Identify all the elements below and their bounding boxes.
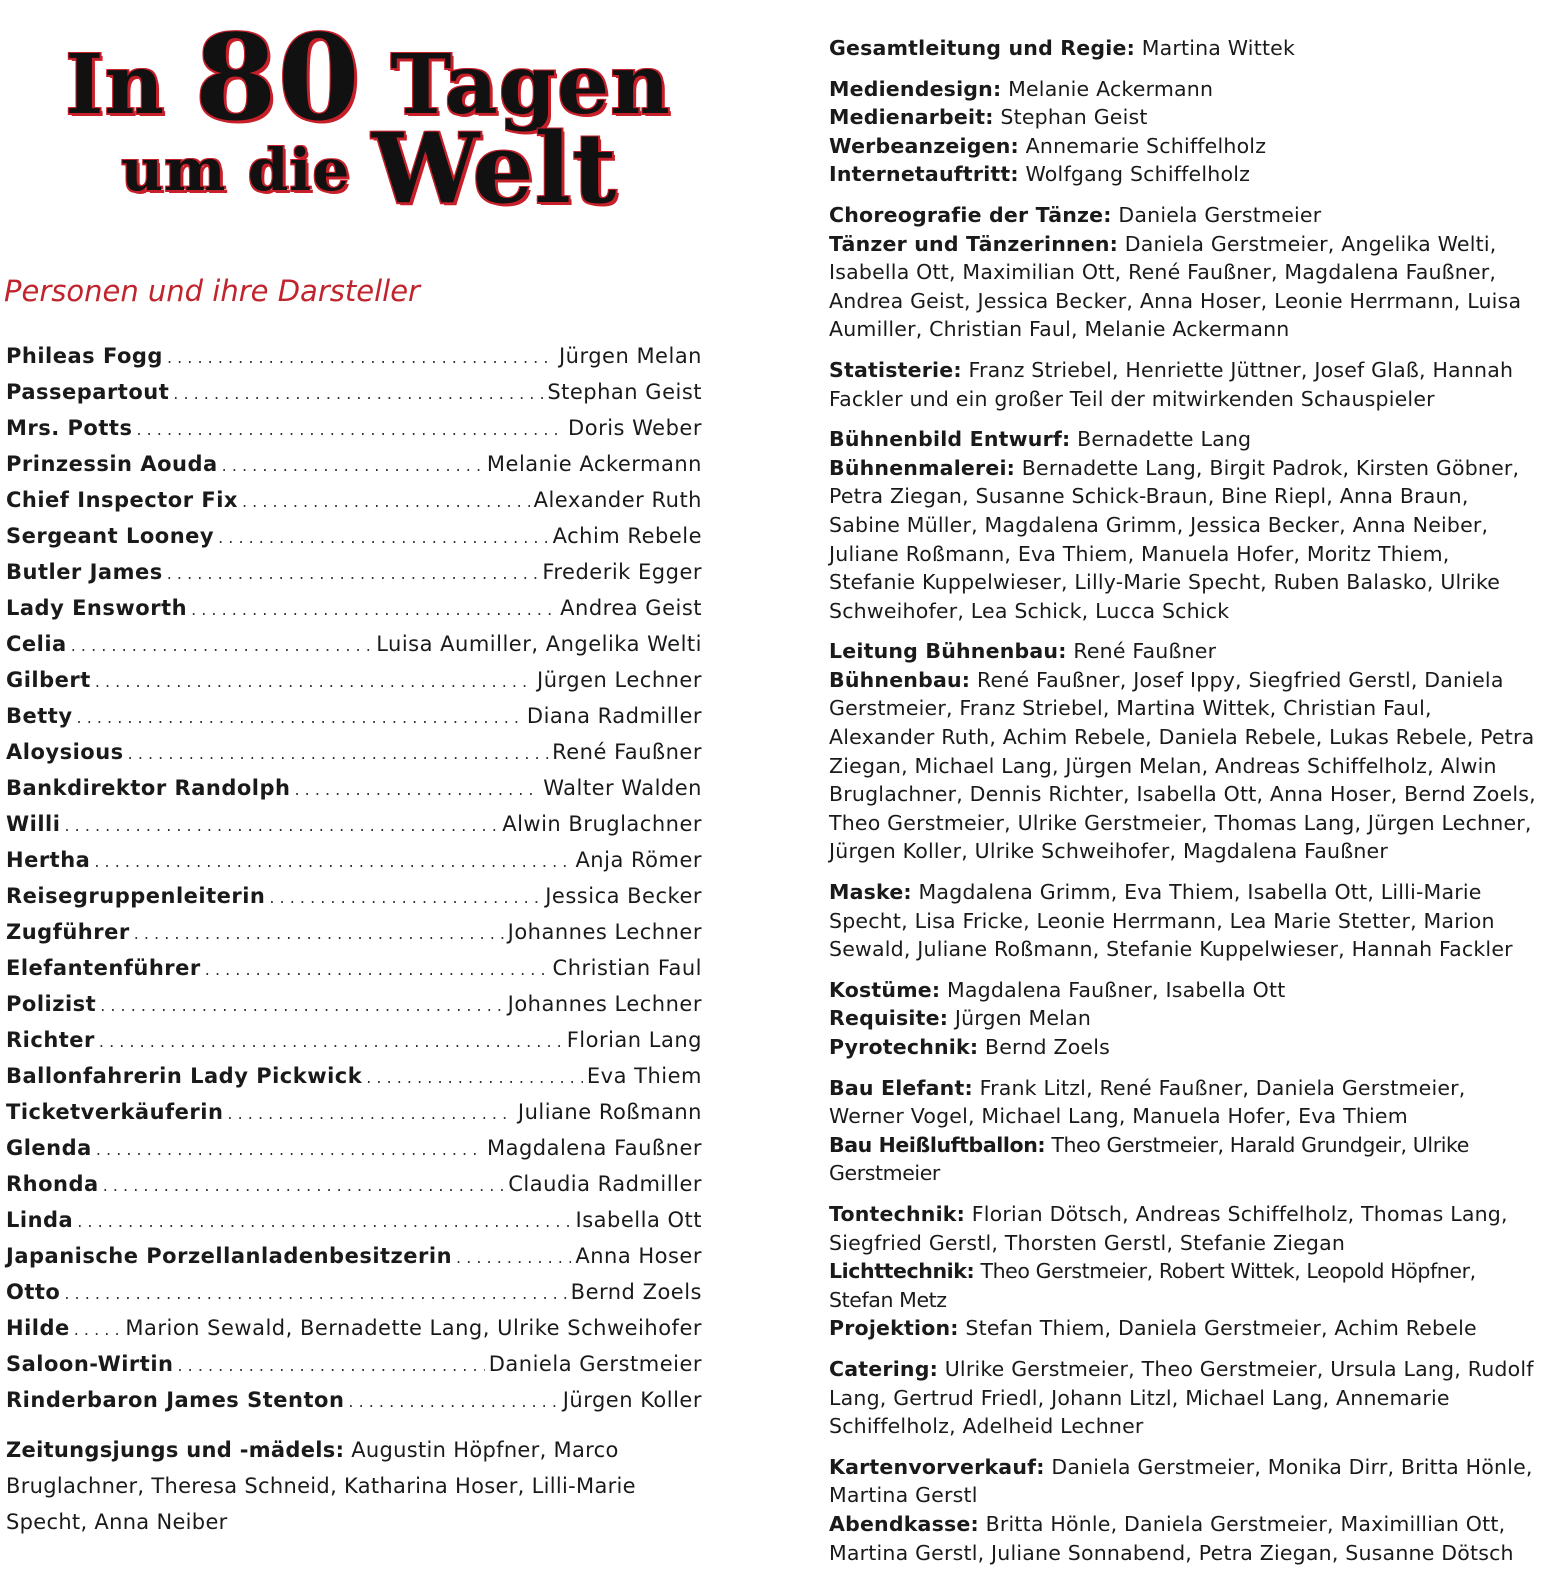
crew-label: Maske:: [829, 880, 912, 905]
cast-row: [6, 1094, 702, 1130]
cast-actor: Magdalena Faußner: [486, 1136, 702, 1160]
cast-role: Phileas Fogg: [6, 344, 163, 368]
cast-list: [6, 338, 702, 1418]
cast-role: Rinderbaron James Stenton: [6, 1388, 345, 1412]
cast-role: Mrs. Potts: [6, 416, 133, 440]
cast-role: Zugführer: [6, 920, 130, 944]
cast-actor: Christian Faul: [552, 956, 702, 980]
crew-label: Projektion:: [829, 1316, 959, 1341]
cast-actor: Isabella Ott: [575, 1208, 702, 1232]
cast-row: [6, 662, 702, 698]
crew-names: Bernadette Lang, Birgit Padrok, Kirsten Göbner, Petra Ziegan, Susanne Schick-Braun, Bine Riepl, Anna Braun, Sabine Müller, Magdalena Grimm, Jessica Becker, Anna Neiber, Juliane Roßmann, Eva Thiem, Manuela Hofer, Moritz Thiem, Stefanie Kuppelwieser, Lilly-Marie Specht, Ruben Balasko, Ulrike Schweihofer, Lea Schick, Lucca Schick: [829, 455, 1520, 623]
crew-group: [829, 878, 1539, 964]
crew-label: Bühnenmalerei:: [829, 455, 1016, 480]
cast-actor: Walter Walden: [543, 776, 702, 800]
crew-entry: [829, 230, 1539, 344]
cast-actor: Melanie Ackermann: [486, 452, 702, 476]
dot-leader: [71, 628, 372, 664]
crew-entry: [829, 666, 1539, 866]
cast-row: [6, 914, 702, 950]
dot-leader: [77, 700, 523, 736]
cast-row: [6, 1202, 702, 1238]
cast-actor: René Faußner: [552, 740, 702, 764]
cast-role: Gilbert: [6, 668, 91, 692]
cast-actor: Jürgen Lechner: [537, 668, 702, 692]
cast-role: Otto: [6, 1280, 61, 1304]
dot-leader: [294, 772, 539, 808]
cast-role: Aloysious: [6, 740, 124, 764]
cast-row: [6, 1310, 702, 1346]
dot-leader: [218, 520, 549, 556]
crew-group: [829, 637, 1539, 866]
crew-label: Werbeanzeigen:: [829, 133, 1019, 158]
extras-paragraph: [6, 1432, 706, 1540]
crew-group: [829, 34, 1539, 63]
crew-entry: [829, 1355, 1539, 1441]
crew-group: [829, 1453, 1539, 1567]
cast-actor: Florian Lang: [566, 1028, 702, 1052]
crew-group: [829, 1200, 1539, 1343]
cast-actor: Jürgen Melan: [558, 344, 702, 368]
crew-group: [829, 1074, 1539, 1188]
crew-entry: [829, 976, 1539, 1005]
title-word-um-die: um die: [121, 136, 351, 204]
cast-row: [6, 626, 702, 662]
cast-role: Prinzessin Aouda: [6, 452, 218, 476]
cast-actor: Johannes Lechner: [507, 920, 702, 944]
crew-label: Lichttechnik:: [829, 1259, 975, 1284]
cast-role: Saloon-Wirtin: [6, 1352, 174, 1376]
cast-row: [6, 1130, 702, 1166]
cast-row: [6, 986, 702, 1022]
crew-entry: [829, 1200, 1539, 1257]
cast-role: Celia: [6, 632, 67, 656]
cast-row: [6, 1238, 702, 1274]
crew-entry: [829, 1074, 1539, 1131]
cast-role: Linda: [6, 1208, 74, 1232]
cast-actor: Andrea Geist: [560, 596, 702, 620]
dot-leader: [95, 664, 533, 700]
crew-entry: [829, 1257, 1539, 1314]
cast-row: [6, 482, 702, 518]
cast-actor: Daniela Gerstmeier: [488, 1352, 702, 1376]
crew-names: Theo Gerstmeier, Robert Wittek, Leopold Höpfner, Stefan Metz: [829, 1259, 1476, 1312]
crew-names: Magdalena Grimm, Eva Thiem, Isabella Ott, Lilli-Marie Specht, Lisa Fricke, Leonie Herrmann, Lea Marie Stetter, Marion Sewald, Juliane Roßmann, Stefanie Kuppelwieser, Hannah Fackler: [829, 880, 1513, 962]
dot-leader: [366, 1060, 583, 1096]
cast-role: Ticketverkäuferin: [6, 1100, 224, 1124]
cast-row: [6, 842, 702, 878]
cast-row: [6, 1022, 702, 1058]
crew-entry: [829, 356, 1539, 413]
cast-role: Chief Inspector Fix: [6, 488, 238, 512]
dot-leader: [64, 1276, 566, 1312]
cast-row: [6, 1058, 702, 1094]
cast-actor: Alwin Bruglachner: [502, 812, 702, 836]
dot-leader: [128, 736, 548, 772]
cast-role: Hilde: [6, 1316, 70, 1340]
crew-names: Daniela Gerstmeier, Angelika Welti, Isabella Ott, Maximilian Ott, René Faußner, Magdalena Faußner, Andrea Geist, Jessica Becker, Anna Hoser, Leonie Herrmann, Luisa Aumiller, Christian Faul, Melanie Ackermann: [829, 231, 1522, 342]
crew-entry: [829, 1131, 1539, 1188]
cast-row: [6, 1346, 702, 1382]
dot-leader: [103, 1168, 505, 1204]
cast-role: Rhonda: [6, 1172, 99, 1196]
cast-row: [6, 554, 702, 590]
crew-names: Frank Litzl, René Faußner, Daniela Gerstmeier, Werner Vogel, Michael Lang, Manuela Hofer, Eva Thiem: [829, 1075, 1466, 1129]
cast-row: [6, 518, 702, 554]
dot-leader: [348, 1384, 558, 1420]
dot-leader: [167, 340, 555, 376]
dot-leader: [64, 808, 498, 844]
cast-actor: Jürgen Koller: [562, 1388, 702, 1412]
crew-names: Ulrike Gerstmeier, Theo Gerstmeier, Ursula Lang, Rudolf Lang, Gertrud Friedl, Johann Litzl, Michael Lang, Annemarie Schiffelholz, Adelheid Lechner: [829, 1356, 1534, 1439]
crew-entry: [829, 132, 1539, 161]
crew-label: Abendkasse:: [829, 1511, 979, 1536]
cast-role: Passepartout: [6, 380, 170, 404]
crew-label: Catering:: [829, 1356, 938, 1381]
crew-group: [829, 201, 1539, 344]
dot-leader: [99, 1024, 563, 1060]
crew-entry: [829, 878, 1539, 964]
dot-leader: [173, 376, 543, 412]
cast-actor: Anna Hoser: [575, 1244, 702, 1268]
cast-row: [6, 1166, 702, 1202]
crew-names: René Faußner, Josef Ippy, Siegfried Gerstl, Daniela Gerstmeier, Franz Striebel, Martina Wittek, Christian Faul, Alexander Ruth, Achim Rebele, Daniela Rebele, Lukas Rebele, Petra Ziegan, Michael Lang, Jürgen Melan, Andreas Schiffelholz, Alwin Bruglachner, Dennis Richter, Isabella Ott, Anna Hoser, Bernd Zoels, Theo Gerstmeier, Ulrike Gerstmeier, Thomas Lang, Jürgen Lechner, Jürgen Koller, Ulrike Schweihofer, Magdalena Faußner: [829, 667, 1536, 864]
cast-role: Lady Ensworth: [6, 596, 188, 620]
extras-label: Zeitungsjungs und -mädels:: [6, 1438, 345, 1462]
cast-actor: Doris Weber: [568, 416, 702, 440]
title-logo: [55, 0, 755, 230]
dot-leader: [134, 916, 504, 952]
crew-names: René Faußner: [1073, 639, 1217, 664]
crew-entry: [829, 1314, 1539, 1343]
crew-label: Kartenvorverkauf:: [829, 1454, 1045, 1479]
crew-entry: [829, 201, 1539, 230]
crew-names: Melanie Ackermann: [1008, 76, 1214, 101]
dot-leader: [96, 1132, 483, 1168]
crew-names: Annemarie Schiffelholz: [1025, 133, 1267, 158]
dot-leader: [100, 988, 503, 1024]
crew-entry: [829, 1033, 1539, 1062]
cast-role: Elefantenführer: [6, 956, 201, 980]
cast-row: [6, 806, 702, 842]
title-line-2: [121, 112, 617, 225]
cast-row: [6, 446, 702, 482]
crew-names: Daniela Gerstmeier, Monika Dirr, Britta Hönle, Martina Gerstl: [829, 1454, 1533, 1508]
crew-label: Bühnenbild Entwurf:: [829, 427, 1071, 452]
cast-actor: Eva Thiem: [586, 1064, 702, 1088]
crew-label: Mediendesign:: [829, 76, 1002, 101]
crew-label: Bau Elefant:: [829, 1075, 973, 1100]
dot-leader: [77, 1204, 571, 1240]
cast-row: [6, 374, 702, 410]
dot-leader: [191, 592, 556, 628]
cast-role: Richter: [6, 1028, 95, 1052]
cast-row: [6, 1382, 702, 1418]
crew-label: Pyrotechnik:: [829, 1035, 979, 1059]
crew-names: Theo Gerstmeier, Harald Grundgeir, Ulrike Gerstmeier: [829, 1132, 1469, 1186]
cast-role: Reisegruppenleiterin: [6, 884, 266, 908]
crew-names: Jürgen Melan: [954, 1006, 1092, 1031]
crew-names: Florian Dötsch, Andreas Schiffelholz, Thomas Lang, Siegfried Gerstl, Thorsten Gerstl, Stefanie Ziegan: [829, 1201, 1508, 1255]
crew-entry: [829, 34, 1539, 63]
extras-text: Augustin Höpfner, Marco Bruglachner, Theresa Schneid, Katharina Hoser, Lilli-Marie Specht, Anna Neiber: [6, 1438, 636, 1534]
crew-group: [829, 425, 1539, 625]
crew-entry: [829, 160, 1539, 189]
cast-role: Glenda: [6, 1136, 92, 1160]
crew-label: Medienarbeit:: [829, 105, 994, 130]
crew-group: [829, 976, 1539, 1062]
crew-names: Stephan Geist: [1000, 105, 1148, 130]
cast-row: [6, 338, 702, 374]
section-title: Personen und ihre Darsteller: [4, 274, 420, 308]
cast-actor: Claudia Radmiller: [508, 1172, 702, 1196]
crew-group: [829, 75, 1539, 189]
cast-role: Bankdirektor Randolph: [6, 776, 291, 800]
cast-row: [6, 734, 702, 770]
crew-names: Magdalena Faußner, Isabella Ott: [947, 977, 1286, 1002]
crew-label: Leitung Bühnenbau:: [829, 639, 1067, 664]
cast-actor: Marion Sewald, Bernadette Lang, Ulrike Schweihofer: [125, 1316, 702, 1340]
crew-label: Bühnenbau:: [829, 667, 971, 692]
cast-role: Sergeant Looney: [6, 524, 215, 548]
crew-entry: [829, 1510, 1539, 1567]
dot-leader: [205, 952, 549, 988]
crew-entry: [829, 1004, 1539, 1033]
crew-names: Daniela Gerstmeier: [1118, 202, 1322, 227]
cast-row: [6, 878, 702, 914]
crew-label: Bau Heißluftballon:: [829, 1132, 1046, 1157]
crew-entry: [829, 454, 1539, 626]
crew-label: Kostüme:: [829, 977, 941, 1002]
crew-list: [829, 34, 1539, 1579]
title-number: 80: [194, 8, 361, 147]
dot-leader: [242, 484, 530, 520]
dot-leader: [177, 1348, 484, 1384]
cast-role: Butler James: [6, 560, 163, 584]
crew-names: Britta Hönle, Daniela Gerstmeier, Maximillian Ott, Martina Gerstl, Juliane Sonnabend, Petra Ziegan, Susanne Dötsch: [829, 1511, 1514, 1565]
crew-label: Tänzer und Tänzerinnen:: [829, 231, 1119, 256]
dot-leader: [167, 556, 539, 592]
cast-actor: Bernd Zoels: [570, 1280, 702, 1304]
crew-names: Martina Wittek: [1141, 36, 1296, 60]
cast-row: [6, 950, 702, 986]
crew-entry: [829, 425, 1539, 454]
cast-role: Japanische Porzellanladenbesitzerin: [6, 1244, 453, 1268]
crew-names: Stefan Thiem, Daniela Gerstmeier, Achim Rebele: [965, 1316, 1477, 1341]
crew-label: Gesamtleitung und Regie:: [829, 36, 1135, 60]
crew-names: Wolfgang Schiffelholz: [1025, 162, 1251, 187]
cast-row: [6, 410, 702, 446]
crew-label: Internetauftritt:: [829, 162, 1019, 187]
cast-actor: Jessica Becker: [545, 884, 702, 908]
crew-label: Tontechnik:: [829, 1201, 966, 1226]
cast-row: [6, 698, 702, 734]
cast-actor: Luisa Aumiller, Angelika Welti: [376, 632, 702, 656]
dot-leader: [94, 844, 571, 880]
cast-role: Betty: [6, 704, 73, 728]
cast-row: [6, 770, 702, 806]
crew-entry: [829, 637, 1539, 666]
crew-group: [829, 356, 1539, 413]
cast-row: [6, 590, 702, 626]
dot-leader: [456, 1240, 571, 1276]
crew-group: [829, 1355, 1539, 1441]
crew-entry: [829, 75, 1539, 104]
dot-leader: [227, 1096, 513, 1132]
cast-actor: Anja Römer: [575, 848, 702, 872]
title-word-welt: Welt: [371, 112, 618, 225]
cast-actor: Achim Rebele: [552, 524, 702, 548]
crew-names: Franz Striebel, Henriette Jüttner, Josef Glaß, Hannah Fackler und ein großer Teil der mitwirkenden Schauspieler: [829, 357, 1514, 411]
cast-role: Hertha: [6, 848, 91, 872]
cast-role: Polizist: [6, 992, 97, 1016]
crew-entry: [829, 103, 1539, 132]
crew-entry: [829, 1453, 1539, 1510]
cast-role: Willi: [6, 812, 61, 836]
dot-leader: [136, 412, 564, 448]
cast-actor: Stephan Geist: [547, 380, 702, 404]
cast-actor: Alexander Ruth: [533, 488, 702, 512]
crew-label: Choreografie der Tänze:: [829, 202, 1112, 227]
dot-leader: [74, 1312, 122, 1348]
cast-actor: Diana Radmiller: [526, 704, 702, 728]
crew-names: Bernadette Lang: [1077, 427, 1252, 452]
dot-leader: [269, 880, 541, 916]
title-word-in: In: [65, 37, 165, 133]
crew-label: Statisterie:: [829, 357, 962, 382]
crew-names: Bernd Zoels: [984, 1035, 1111, 1059]
cast-row: [6, 1274, 702, 1310]
title-word-tagen: Tagen: [390, 37, 671, 133]
crew-label: Requisite:: [829, 1006, 949, 1031]
dot-leader: [222, 448, 483, 484]
cast-actor: Johannes Lechner: [507, 992, 702, 1016]
cast-actor: Frederik Egger: [542, 560, 702, 584]
cast-actor: Juliane Roßmann: [517, 1100, 702, 1124]
cast-role: Ballonfahrerin Lady Pickwick: [6, 1064, 363, 1088]
